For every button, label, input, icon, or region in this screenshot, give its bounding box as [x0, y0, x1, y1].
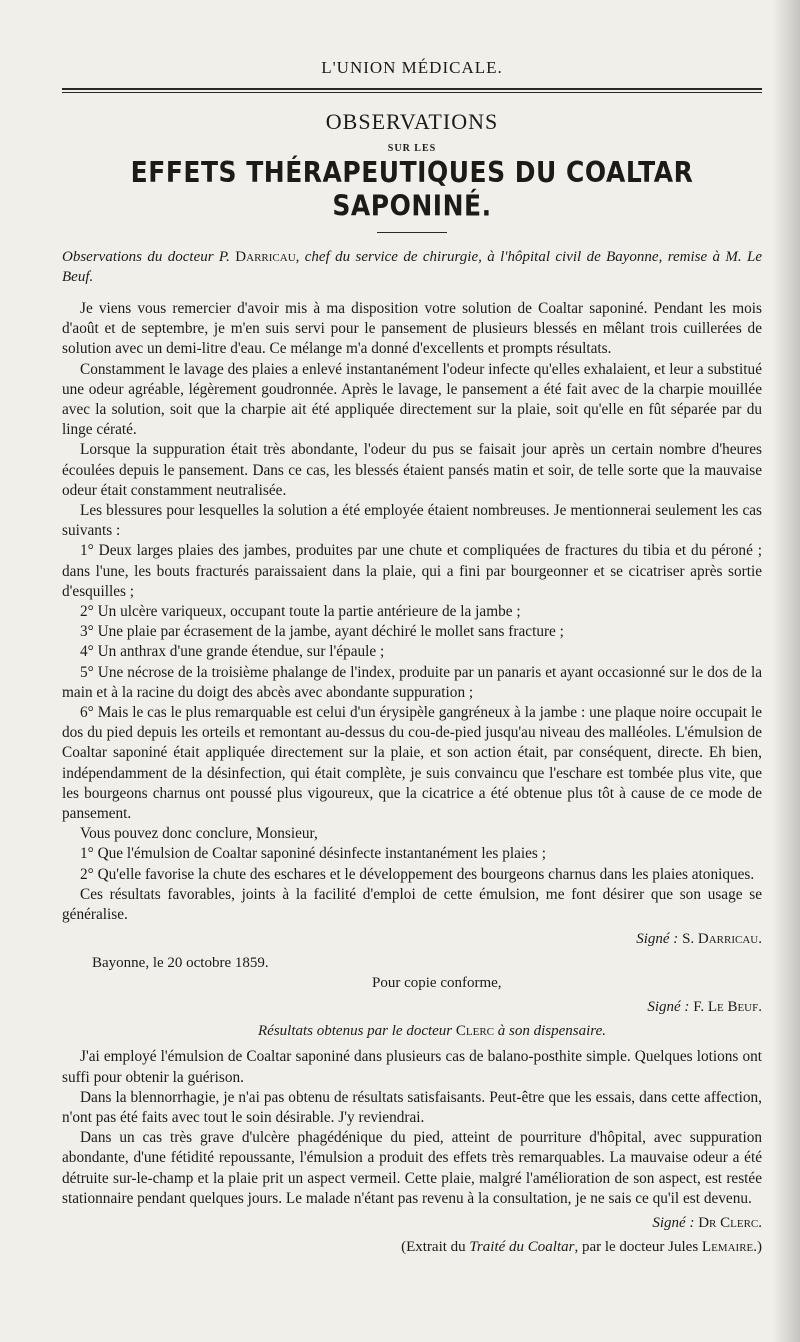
paragraph: Vous pouvez donc conclure, Monsieur, — [80, 825, 318, 843]
result-head-name: Clerc — [455, 1023, 495, 1040]
source-work: Traité du Coaltar — [469, 1238, 575, 1255]
paragraph: Les blessures pour lesquelles la solution a été employée étaient nombreuses. Je mentionnerai seulement les cas suivants : — [62, 502, 762, 540]
list-item: 1° Que l'émulsion de Coaltar saponiné désinfecte instantanément les plaies ; — [80, 845, 546, 863]
section-heading-clerc — [102, 1021, 762, 1041]
document-page — [62, 40, 762, 1330]
copy-line: Pour copie conforme, — [372, 975, 502, 992]
title-rule — [377, 232, 447, 233]
byline-post: , chef du service de chirurgie, à l'hôpital civil de Bayonne, remise à M. Le Beuf. — [62, 249, 762, 285]
paragraph: J'ai employé l'émulsion de Coaltar saponiné dans plusieurs cas de balano-posthite simple. Quelques lotions ont suffi pour obtenir la guérison. — [62, 1048, 762, 1086]
signature-label: Signé : — [636, 931, 679, 948]
signature-label: Signé : — [647, 999, 690, 1016]
signature-le-beuf — [62, 997, 762, 1017]
title-line-3: EFFETS THÉRAPEUTIQUES DU COALTAR SAPONINÉ. — [130, 155, 694, 223]
signature-darricau — [62, 929, 762, 949]
paragraph: Je viens vous remercier d'avoir mis à ma disposition votre solution de Coaltar saponiné. Pendant les mois d'août et de septembre, je m'en suis servi pour le pansement de plusieurs blessés en mêlant trois cuillerées de solution avec un demi-litre d'eau. Ce mélange m'a donné d'excellents et prompts résultats. — [62, 300, 762, 358]
title-line-2: SUR LES — [387, 143, 437, 154]
article-body — [62, 299, 762, 1257]
signature-label: Signé : — [652, 1214, 695, 1231]
paragraph: Constamment le lavage des plaies a enlevé instantanément l'odeur infecte qu'elles exhalaient, et leur a substitué une odeur agréable, légèrement goudronnée. Après le lavage, le pansement a été fait avec de la charpie mouillée avec la solution, soit que la charpie ait été appliquée directement sur la plaie, soit qu'elle en fût séparée par du linge cératé. — [62, 360, 762, 439]
list-item: 2° Qu'elle favorise la chute des eschares et le développement des bourgeons charnus dans les plaies atoniques. — [80, 865, 755, 883]
byline — [62, 247, 762, 287]
byline-pre: Observations du docteur P. — [62, 249, 230, 265]
signature-name: Dr Clerc. — [698, 1214, 762, 1231]
list-item: 3° Une plaie par écrasement de la jambe, ayant déchiré le mollet sans fracture ; — [80, 623, 564, 641]
title-line-1: OBSERVATIONS — [325, 109, 499, 134]
byline-name: Darricau — [235, 249, 296, 265]
dateline: Bayonne, le 20 octobre 1859. — [92, 955, 269, 972]
list-item: 4° Un anthrax d'une grande étendue, sur l'épaule ; — [80, 643, 385, 661]
list-item: 6° Mais le cas le plus remarquable est celui d'un érysipèle gangréneux à la jambe : une plaque noire occupait le dos du pied depuis les orteils et remontant au-dessus du cou-de-pied jusqu'au niveau des malléoles. L'émulsion de Coaltar saponiné était appliquée directement sur la plaie, et son action était, par conséquent, directe. Eh bien, indépendamment de la désinfection, qui était complète, je suis convaincu que l'eschare est tombée plus vite, que les bourgeons charnus ont poussé plus vigoureux, que la cicatrice a été obtenue plus tôt à cause de ce mode de pansement. — [62, 704, 762, 823]
result-head-pre: Résultats obtenus par le docteur — [258, 1023, 453, 1040]
source-pre: (Extrait du — [401, 1238, 466, 1255]
signature-clerc — [62, 1213, 762, 1233]
source-mid: , par le docteur Jules — [574, 1238, 699, 1255]
signature-name: S. Darricau. — [682, 931, 762, 948]
paragraph: Ces résultats favorables, joints à la facilité d'emploi de cette émulsion, me font désirer que son usage se généralise. — [62, 885, 762, 924]
list-item: 2° Un ulcère variqueux, occupant toute la partie antérieure de la jambe ; — [80, 603, 521, 621]
source-author: Lemaire — [701, 1238, 754, 1255]
source-post: .) — [753, 1238, 762, 1255]
list-item: 1° Deux larges plaies des jambes, produites par une chute et compliquées de fractures du tibia et du péroné ; dans l'une, les bouts fracturés paraissaient dans la plaie, qui a fini par bourgeonner et se cicatriser après sortie d'esquilles ; — [62, 542, 762, 600]
paragraph: Lorsque la suppuration était très abondante, l'odeur du pus se faisait jour après un certain nombre d'heures écoulées depuis le pansement. Dans ce cas, les blessés étaient pansés matin et soir, de telle sorte que la mauvaise odeur était constamment neutralisée. — [62, 441, 762, 499]
signature-name: F. Le Beuf. — [693, 999, 762, 1016]
page-edge-shadow — [772, 0, 800, 1342]
paragraph: Dans un cas très grave d'ulcère phagédénique du pied, atteint de pourriture d'hôpital, avec suppuration abondante, d'une fétidité repoussante, l'émulsion a produit des effets très remarquables. La mauvaise odeur a été détruite sur-le-champ et la plaie prit un aspect vermeil. Cette plaie, malgré l'amélioration de son aspect, est restée stationnaire pendant quelques jours. Le malade n'étant pas revenu à la consultation, je ne sais ce qu'il est devenu. — [62, 1129, 762, 1207]
header-rule — [62, 88, 762, 93]
paragraph: Dans la blennorrhagie, je n'ai pas obtenu de résultats satisfaisants. Peut-être que les essais, dans cette affection, n'ont pas été faits avec tout le soin désirable. J'y reviendrai. — [62, 1088, 762, 1126]
result-head-post: à son dispensaire. — [497, 1023, 606, 1040]
running-head: L'UNION MÉDICALE. — [321, 58, 503, 77]
source-note — [62, 1237, 762, 1257]
list-item: 5° Une nécrose de la troisième phalange de l'index, produite par un panaris et ayant occasionné sur le dos de la main et à la racine du doigt des abcès avec abondante suppuration ; — [62, 663, 762, 701]
